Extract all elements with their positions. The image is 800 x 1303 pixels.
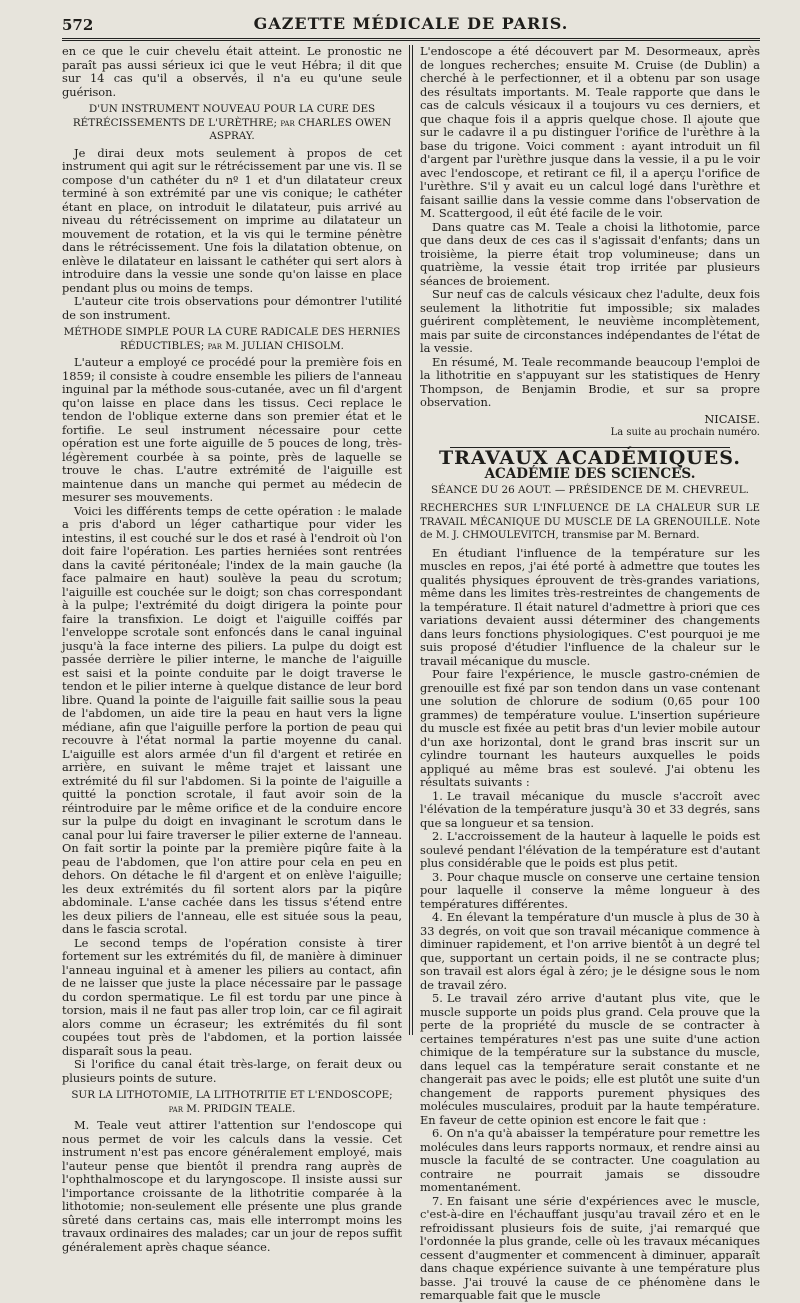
continued-note: La suite au prochain numéro. <box>610 427 760 438</box>
result-item <box>420 992 760 1127</box>
paragraph: Si l'orifice du canal était très-large, on ferait deux ou plusieurs points de suture. <box>62 1057 403 1085</box>
result-item <box>420 790 760 831</box>
research-title-text: RECHERCHES SUR L'INFLUENCE DE LA CHALEUR SUR LE TRAVAIL MÉCANIQUE DU MUSCLE DE LA GRENOUILLE. <box>419 503 760 528</box>
result-text: En faisant une série d'expériences avec le muscle, c'est-à-dire en l'échauffant jusqu'au travail zéro et en le refroidissant plusieurs fois de suite, j'ai remarqué que l'ordonnée la plus grande, celle où les travaux mécaniques cessent d'augmenter et commencent à diminuer, apparaît dans chaque expérience suivante à une température plus basse. J'ai trouvé la cause de ce phénomène dans le remarquable fait que le muscle <box>419 1193 760 1302</box>
article-author: par CHARLES OWEN ASPRAY. <box>209 116 392 142</box>
paragraph: Pour faire l'expérience, le muscle gastro-cnémien de grenouille est fixé par son tendon dans un vase contenant une solution de chlorure de sodium (0,65 pour 100 grammes) de température voulue. L'insertion supérieure du muscle est fixée au petit bras d'un levier mobile autour d'un axe horizontal, dont le grand bras inscrit sur un cylindre tournant les hauteurs auxquelles le poids appliqué au même bras est soulevé. J'ai obtenu les résultats suivants : <box>419 667 760 789</box>
paragraph: Dans quatre cas M. Teale a choisi la lithotomie, parce que dans deux de ces cas il s'agissait d'enfants; dans un troisième, la pierre était trop volumineuse; dans un quatrième, la vessie était trop irritée par plusieurs séances de broiement. <box>419 219 760 288</box>
result-item <box>420 911 760 992</box>
result-item <box>420 1127 760 1195</box>
results-list <box>420 790 760 1303</box>
result-item <box>420 1195 760 1303</box>
result-number: 7. <box>431 1193 443 1208</box>
article-title-urethra <box>62 103 402 144</box>
result-number: 2. <box>431 829 443 843</box>
session-heading: SÉANCE DU 26 AOUT. — PRÉSIDENCE DE M. CHEVREUL. <box>431 483 749 496</box>
result-number: 6. <box>431 1126 443 1140</box>
result-text: Pour chaque muscle on conserve une certaine tension pour laquelle il conserve la même longueur à des températures différentes. <box>419 869 760 911</box>
result-text: L'accroissement de la hauteur à laquelle le poids est soulevé pendant l'élévation de la température est d'autant plus considérable que le poids est plus petit. <box>419 829 760 870</box>
running-head <box>62 14 760 41</box>
result-number: 4. <box>431 910 443 924</box>
article-title-text: MÉTHODE SIMPLE POUR LA CURE RADICALE DES HERNIES RÉDUCTIBLES; <box>63 326 401 352</box>
columns <box>62 44 760 1302</box>
result-item <box>420 830 760 871</box>
paragraph: Sur neuf cas de calculs vésicaux chez l'adulte, deux fois seulement la lithotritie fut impossible; six malades guérirent complètement, le neuvième incomplètement, mais par suite de circonstances indépendantes de l'état de la vessie. <box>419 287 760 355</box>
paragraph: L'auteur cite trois observations pour démontrer l'utilité de son instrument. <box>62 294 403 322</box>
paragraph: Voici les différents temps de cette opération : le malade a pris d'abord un léger cathartique pour vider les intestins, il est couché sur le dos et rasé à l'endroit où l'on doit faire l'opération. Les parties herniées sont rentrées dans la cavité péritonéale; l'index de la main gauche (la face palmaire en haut) soulève la peau du scrotum; l'aiguille est couchée sur le doigt; son chas correspondant à la pulpe; l'extrémité du doigt dirigera la pointe pour faire la transfixion. Le doigt et l'aiguille coiffés par l'enveloppe scrotale sont enfoncés dans le canal inguinal jusqu'à la face interne des piliers. La pulpe du doigt est passée derrière le pilier interne, le manche de l'aiguille est saisi et la pointe conduite par le doigt traverse le tendon et le pilier interne à quelque distance de leur bord libre. Quand la pointe de l'aiguille fait saillie sous la peau de l'abdomen, un aide tire la peau en haut vers la ligne médiane, afin que l'aiguille perfore la portion de peau qui recouvre à l'état normal la partie moyenne du canal. L'aiguille est alors armée d'un fil d'argent et retirée en arrière, en suivant le même trajet et laissant une extrémité du fil sur l'abdomen. Si la pointe de l'aiguille a quitté la ponction scrotale, il faut avoir soin de la réintroduire par le même orifice et de la conduire encore sur la pulpe du doigt en invaginant le scrotum dans le canal pour lui faire traverser le pilier externe de l'anneau. On fait sortir la pointe par la première piqûre faite à la peau de l'abdomen, que l'on attire pour cela en peu en dehors. On détache le fil d'argent et on enlève l'aiguille; les deux extrémités du fil sortent alors par la piqûre abdominale. L'anse cachée dans les tissus s'étend entre les deux piliers de l'anneau, elle est située sous la peau, dans le fascia scrotal. <box>62 503 403 936</box>
continued-paragraph: en ce que le cuir chevelu était atteint. Le pronostic ne paraît pas aussi sérieux ici que le veut Hébra; il dit que sur 14 cas qu'il a observés, il n'a eu qu'une seule guérison. <box>62 44 403 99</box>
result-number: 1. <box>431 788 443 803</box>
section-title: TRAVAUX ACADÉMIQUES. <box>438 446 741 469</box>
left-column <box>62 44 409 1254</box>
paragraph: M. Teale veut attirer l'attention sur l'endoscope qui nous permet de voir les calculs dans la vessie. Cet instrument n'est pas encore généralement employé, mais l'auteur pense que bientôt il prendra rang auprès de l'ophthalmoscope et du laryngoscope. Il insiste aussi sur l'importance croissante de la lithotritie comparée à la lithotomie; non-seulement elle présente une plus grande sûreté dans certains cas, mais elle interrompt moins les travaux ordinaires des malades; car un jour de repos suffit généralement après chaque séance. <box>62 1118 403 1254</box>
article-author: par M. JULIAN CHISOLM. <box>207 339 344 352</box>
article-title-hernias <box>62 326 402 353</box>
article-author: par M. PRIDGIN TEALE. <box>168 1102 296 1115</box>
result-text: Le travail zéro arrive d'autant plus vite, que le muscle supporte un poids plus grand. Cela prouve que la perte de la propriété du muscle de se contracter à certaines températures n'est pas une suite d'une action chimique de la température sur la substance du muscle, dans lequel cas la température serait constante et ne changerait pas avec le poids; elle est plutôt une suite d'un changement de rapports purement physiques des molécules musculaires, produit par la haute température. En faveur de cette opinion est encore le fait que : <box>419 991 760 1127</box>
article-title-lithotomy <box>62 1089 402 1116</box>
academy-heading: ACADÉMIE DES SCIENCES. <box>484 466 696 482</box>
result-item <box>420 871 760 912</box>
paragraph: Le second temps de l'opération consiste à tirer fortement sur les extrémités du fil, de manière à diminuer l'anneau inguinal et à amener les piliers au contact, afin de ne laisser que juste la place nécessaire par le passage du cordon spermatique. Le fil est tordu par une pince à torsion, mais il ne faut pas aller trop loin, car ce fil agirait alors comme un écraseur; les extrémités du fil sont coupées tout près de l'abdomen, et la portion laissée disparaît sous la peau. <box>62 935 403 1058</box>
paragraph: L'endoscope a été découvert par M. Desormeaux, après de longues recherches; ensuite M. Cruise (de Dublin) a cherché à le perfectionner, et il a obtenu par son usage des résultats importants. M. Teale rapporte que dans le cas de calculs vésicaux il a toujours vu ces derniers, et que chaque fois il a appris quelque chose. Il ajoute que sur le cadavre il a pu distinguer l'orifice de l'urèthre à la base du trigone. Voici comment : ayant introduit un fil d'argent par l'urèthre jusque dans la vessie, il a pu le voir avec l'endoscope, et retirant ce fil, il a aperçu l'orifice de l'urèthre. S'il y avait eu un calcul logé dans l'urèthre et faisant saillie dans la vessie comme dans l'observation de M. Scattergood, il eût été facile de le voir. <box>419 44 760 220</box>
research-note: Note de M. J. CHMOULEVITCH, transmise par M. Bernard. <box>419 516 760 541</box>
result-number: 5. <box>431 991 443 1005</box>
research-title <box>420 502 760 543</box>
result-text: Le travail mécanique du muscle s'accroît avec l'élévation de la température jusqu'à 30 et 33 degrés, sans que sa longueur et sa tension. <box>419 788 760 830</box>
article-title-text: SUR LA LITHOTOMIE, LA LITHOTRITIE ET L'ENDOSCOPE; <box>71 1089 393 1101</box>
result-text: On n'a qu'à abaisser la température pour remettre les molécules dans leurs rapports normaux, et rendre ainsi au muscle la faculté de se contracter. Une coagulation au contraire ne pourrait jamais se dissoudre momentanément. <box>419 1126 760 1194</box>
journal-title: GAZETTE MÉDICALE DE PARIS. <box>253 14 569 33</box>
signature: NICAISE. <box>704 411 760 426</box>
right-column <box>413 44 760 1302</box>
result-number: 3. <box>431 869 443 884</box>
paragraph: En étudiant l'influence de la température sur les muscles en repos, j'ai été porté à admettre que toutes les qualités physiques éprouvent de très-grandes variations, même dans les limites très-restreintes de changements de la température. Il était naturel d'admettre à priori que ces variations devaient aussi déterminer des changements dans leurs fonctions physiologiques. C'est pourquoi je me suis proposé d'étudier l'influence de la chaleur sur le travail mécanique du muscle. <box>419 545 760 668</box>
article-title-text: D'UN INSTRUMENT NOUVEAU POUR LA CURE DES RÉTRÉCISSEMENTS DE L'URÈTHRE; <box>72 103 376 129</box>
page-number: 572 <box>62 16 94 34</box>
paragraph: En résumé, M. Teale recommande beaucoup l'emploi de la lithotritie en s'appuyant sur les statistiques de Henry Thompson, de Benjamin Brodie, et sur sa propre observation. <box>419 354 760 409</box>
result-text: En élevant la température d'un muscle à plus de 30 à 33 degrés, on voit que son travail mécanique commence à diminuer rapidement, et l'on arrive bientôt à un degré tel que, supportant un certain poids, il ne se contracte plus; son travail est alors égal à zéro; je le désigne sous le nom de travail zéro. <box>419 910 760 992</box>
paragraph: L'auteur a employé ce procédé pour la première fois en 1859; il consiste à coudre ensemble les piliers de l'anneau inguinal par la méthode sous-cutanée, avec un fil d'argent qu'on laisse en place dans les tissus. Ceci replace le tendon de l'oblique externe dans son premier état et le fortifie. Le seul instrument nécessaire pour cette opération est une forte aiguille de 5 pouces de long, très-légèrement courbée à sa pointe, près de laquelle se trouve le chas. L'autre extrémité de l'aiguille est maintenue dans un manche qui permet au médecin de mesurer ses mouvements. <box>62 355 403 504</box>
paragraph: Je dirai deux mots seulement à propos de cet instrument qui agit sur le rétrécissement par une vis. Il se compose d'un cathéter du nº 1 et d'un dilatateur creux terminé à son extrémité par une vis conique; le cathéter étant en place, on introduit le dilatateur, puis arrivé au niveau du rétrécissement on imprime au dilatateur un mouvement de rotation, et la vis qui le termine pénètre dans le rétrécissement. Une fois la dilatation obtenue, on enlève le dilatateur en laissant le cathéter qui sert alors à introduire dans la vessie une sonde qu'on laisse en place pendant plus ou moins de temps. <box>62 145 403 295</box>
